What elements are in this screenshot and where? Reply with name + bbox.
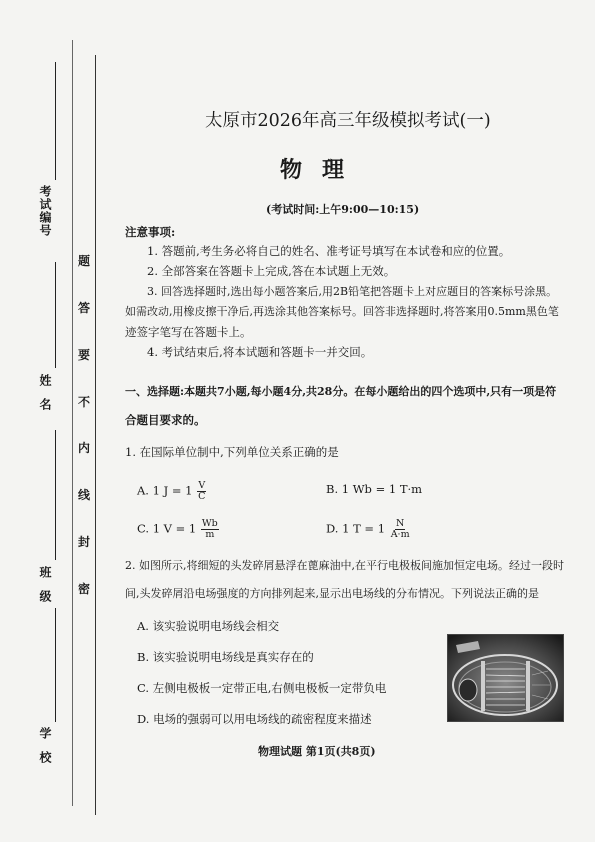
- seal-char: 线: [77, 488, 90, 503]
- notice-heading: 注意事项:: [125, 225, 176, 239]
- seal-char: 密: [77, 581, 90, 596]
- question-2-option-b: B. 该实验说明电场线是真实存在的: [137, 650, 314, 664]
- question-2-stem: 2. 如图所示,将细短的头发碎屑悬浮在蓖麻油中,在平行电极板间施加恒定电场。经过一段时: [125, 559, 564, 572]
- notice-item-2: 2. 全部答案在答题卡上完成,答在本试题上无效。: [147, 264, 396, 278]
- section-heading: 一、选择题:本题共7小题,每小题4分,共28分。在每小题给出的四个选项中,只有一项是符: [125, 385, 557, 398]
- seal-char: 答: [77, 300, 90, 315]
- notice-item-3: 3. 回答选择题时,选出每小题答案后,用2B铅笔把答题卡上对应题目的答案标号涂黑。: [147, 285, 558, 298]
- electric-field-photo: [447, 634, 564, 722]
- fraction-denominator: C: [198, 491, 206, 502]
- school-label: 学校: [38, 727, 52, 775]
- school-line: [55, 608, 56, 722]
- class-label: 班级: [38, 566, 52, 614]
- fraction-numerator: Wb: [201, 518, 218, 529]
- question-1-stem: 1. 在国际单位制中,下列单位关系正确的是: [125, 445, 339, 459]
- question-2-option-c: C. 左侧电极板一定带正电,右侧电极板一定带负电: [137, 681, 387, 695]
- electric-field-photo-image: [448, 635, 563, 721]
- fraction: [390, 519, 411, 540]
- binding-line-inner: [72, 40, 73, 806]
- binding-line-outer: [95, 55, 96, 815]
- name-label: 姓名: [38, 374, 52, 422]
- exam-number-label: 考试编号: [38, 185, 52, 237]
- notice-item-1: 1. 答题前,考生务必将自己的姓名、准考证号填写在本试卷和应的位置。: [147, 244, 511, 258]
- exam-title: 太原市2026年高三年级模拟考试(一): [205, 111, 491, 131]
- option-label: A. 1 J = 1: [137, 483, 193, 498]
- name-line: [55, 262, 56, 368]
- notice-item-4: 4. 考试结束后,将本试题和答题卡一并交回。: [147, 345, 373, 359]
- exam-number-line: [55, 62, 56, 180]
- notice-item-3-cont: 如需改动,用橡皮擦干净后,再选涂其他答案标号。回答非选择题时,将答案用0.5mm黑色笔: [125, 305, 559, 318]
- notice-item-3-cont: 迹签字笔写在答题卡上。: [125, 325, 252, 339]
- question-1-option-b: B. 1 Wb = 1 T·m: [326, 482, 423, 496]
- class-line: [55, 430, 56, 560]
- option-label: C. 1 V = 1: [137, 521, 197, 536]
- seal-char: 题: [77, 254, 90, 268]
- question-2-option-a: A. 该实验说明电场线会相交: [137, 619, 280, 633]
- question-2-option-d: D. 电场的强弱可以用电场线的疏密程度来描述: [137, 712, 372, 726]
- fraction-numerator: N: [395, 518, 405, 529]
- question-1-option-d: [326, 519, 411, 540]
- seal-line-notice: [76, 255, 92, 595]
- fraction: [197, 481, 206, 502]
- seal-char: 内: [77, 441, 90, 456]
- fraction-denominator: m: [205, 529, 215, 540]
- section-heading-cont: 合题目要求的。: [125, 413, 206, 427]
- question-1-option-a: [137, 481, 206, 502]
- exam-time: (考试时间:上午9:00—10:15): [266, 203, 420, 216]
- fraction: [201, 519, 219, 540]
- fraction-denominator: A·m: [390, 529, 410, 540]
- fraction-numerator: V: [198, 480, 206, 491]
- seal-char: 要: [77, 347, 90, 362]
- question-1-option-c: [137, 519, 219, 540]
- subject-title: 物理: [280, 157, 365, 183]
- question-2-stem-cont: 间,头发碎屑沿电场强度的方向排列起来,显示出电场线的分布情况。下列说法正确的是: [125, 587, 539, 600]
- seal-char: 封: [77, 535, 90, 550]
- seal-char: 不: [77, 394, 90, 409]
- option-label: D. 1 T = 1: [326, 521, 386, 536]
- page-footer: 物理试题 第1页(共8页): [258, 745, 376, 758]
